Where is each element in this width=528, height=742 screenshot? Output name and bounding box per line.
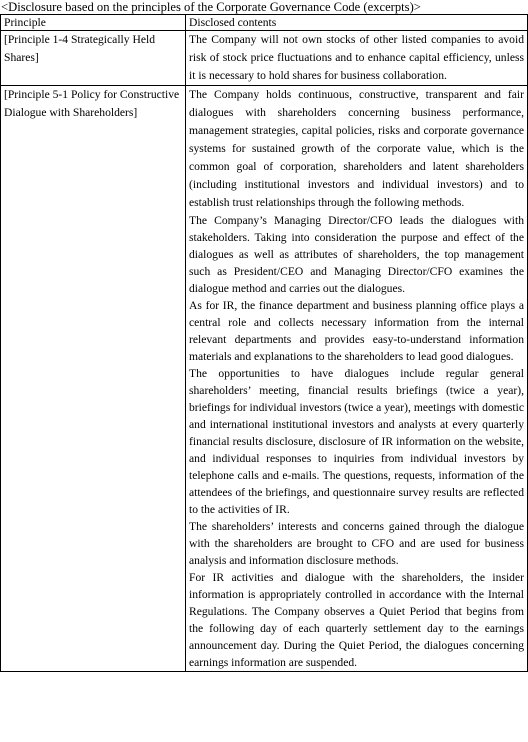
- paragraph: The opportunities to have dialogues include regular general shareholders’ meeting, financial results briefings (twice a year), briefings for individual investors (twice a year), meetings with domestic and international institutional investors and analysts at every quarterly financial results disclosure, disclosure of IR information on the website, and individual responses to inquiries from individual investors by telephone calls and e-mails. The questions, requests, information of the attendees of the briefings, and questionnaire survey results are reflected to the activities of IR.: [189, 367, 524, 516]
- paragraph: The Company’s Managing Director/CFO leads the dialogues with stakeholders. Taking into consideration the purpose and effect of the dialogues as well as attributes of shareholders, the top management such as President/CEO and Managing Director/CFO examines the dialogue method and carries out the dialogues.: [189, 214, 524, 295]
- table-row: [1, 86, 528, 672]
- paragraph: The shareholders’ interests and concerns gained through the dialogue with the shareholders are brought to CFO and are used for business analysis and information disclosure methods.: [189, 520, 524, 567]
- disclosed-cell: [186, 86, 528, 672]
- disclosed-cell: [186, 31, 528, 86]
- principle-cell: [Principle 1-4 Strategically Held Shares]: [1, 31, 186, 86]
- paragraph: For IR activities and dialogue with the shareholders, the insider information is appropriately controlled in accordance with the Internal Regulations. The Company observes a Quiet Period that begins from the following day of each quarterly settlement day to the earnings announcement day. During the Quiet Period, the dialogues concerning earnings information are suspended.: [189, 571, 524, 669]
- paragraph: As for IR, the finance department and business planning office plays a central role and collects necessary information from the internal relevant departments and provides easy-to-understand information materials and explanations to the shareholders to lead good dialogues.: [189, 299, 524, 363]
- paragraph: The Company will not own stocks of other listed companies to avoid risk of stock price fluctuations and to enhance capital efficiency, unless it is necessary to hold shares for business collaboration.: [189, 33, 524, 82]
- paragraph: The Company holds continuous, constructive, transparent and fair dialogues with shareholders concerning business performance, management strategies, capital policies, risks and corporate governance systems for sustained growth of the corporate value, which is the common goal of corporation, shareholders and latent shareholders (including institutional investors and individual investors) and to establish trust relationships through the following methods.: [189, 88, 524, 209]
- table-row: [1, 31, 528, 86]
- header-disclosed-contents: Disclosed contents: [186, 15, 528, 31]
- table-caption: <Disclosure based on the principles of the Corporate Governance Code (excerpts)>: [1, 0, 421, 14]
- table-header-row: [1, 15, 528, 31]
- governance-table: [0, 14, 528, 672]
- principle-cell: [Principle 5-1 Policy for Constructive Dialogue with Shareholders]: [1, 86, 186, 672]
- header-principle: Principle: [1, 15, 186, 31]
